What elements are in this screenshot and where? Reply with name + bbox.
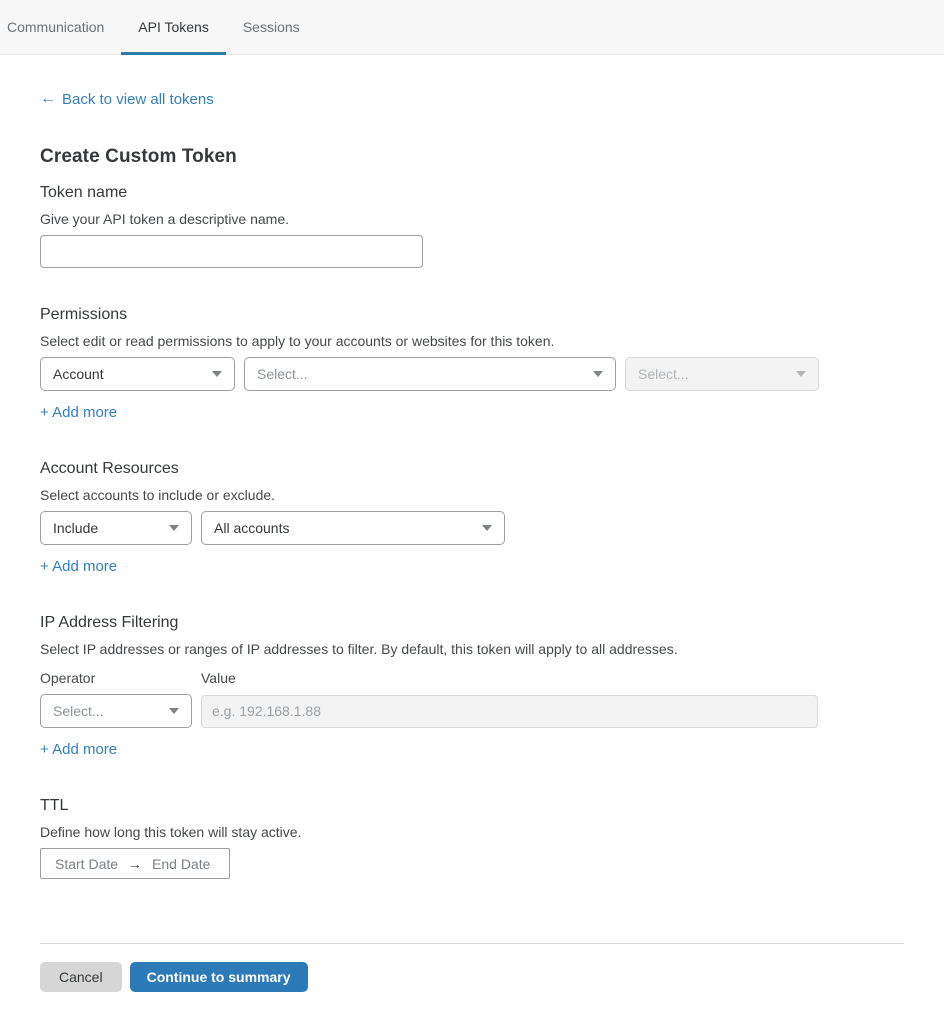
account-resources-operator-value: Include (53, 520, 99, 536)
tab-communication[interactable]: Communication (7, 19, 105, 35)
section-permissions (40, 306, 904, 422)
section-token-name (40, 184, 904, 268)
ip-operator-select[interactable] (40, 694, 192, 728)
continue-to-summary-button[interactable]: Continue to summary (130, 962, 308, 992)
cancel-button[interactable]: Cancel (40, 962, 122, 992)
permission-access-placeholder: Select... (638, 366, 689, 382)
account-resources-description: Select accounts to include or exclude. (40, 487, 276, 503)
back-arrow-icon: ← (40, 90, 56, 107)
permission-scope-select[interactable] (40, 357, 235, 391)
token-name-title: Token name (40, 184, 128, 201)
back-row (40, 90, 904, 108)
account-resources-title: Account Resources (40, 460, 179, 477)
date-range-arrow-icon: → (128, 855, 143, 872)
section-ip-filtering (40, 614, 904, 759)
ip-filtering-title: IP Address Filtering (40, 614, 179, 631)
ip-operator-label: Operator (40, 670, 96, 686)
account-resources-resource-select[interactable] (201, 511, 505, 545)
tab-sessions[interactable]: Sessions (242, 19, 300, 35)
page-title: Create Custom Token (40, 146, 237, 167)
start-date-placeholder: Start Date (55, 855, 119, 872)
main-content (0, 90, 944, 992)
ttl-title: TTL (40, 797, 69, 814)
back-link-label: Back to view all tokens (62, 90, 214, 108)
back-to-tokens-link[interactable] (40, 90, 214, 108)
footer-actions (40, 962, 904, 992)
permissions-description: Select edit or read permissions to apply to your accounts or websites for this token. (40, 333, 555, 349)
chevron-down-icon (482, 525, 492, 531)
token-name-input[interactable] (40, 235, 423, 268)
token-name-description: Give your API token a descriptive name. (40, 211, 290, 227)
permission-access-select (625, 357, 819, 391)
tab-bar (0, 0, 944, 55)
permission-group-select[interactable] (244, 357, 616, 391)
end-date-placeholder: End Date (152, 855, 211, 872)
permissions-title: Permissions (40, 306, 128, 323)
section-ttl (40, 797, 904, 879)
ip-value-label: Value (201, 670, 236, 686)
permissions-add-more-link[interactable]: + Add more (40, 404, 118, 421)
ip-value-input (201, 695, 818, 728)
permission-group-placeholder: Select... (257, 366, 308, 382)
section-account-resources (40, 460, 904, 576)
account-resources-operator-select[interactable] (40, 511, 192, 545)
ip-filtering-description: Select IP addresses or ranges of IP addresses to filter. By default, this token will apply to all addresses. (40, 641, 678, 657)
footer-divider (40, 943, 904, 944)
ip-operator-placeholder: Select... (53, 703, 104, 719)
permission-scope-value: Account (53, 366, 104, 382)
ttl-date-range-input[interactable] (40, 848, 230, 879)
ip-filtering-add-more-link[interactable]: + Add more (40, 741, 118, 758)
chevron-down-icon (593, 371, 603, 377)
account-resources-resource-value: All accounts (214, 520, 290, 536)
chevron-down-icon (169, 708, 179, 714)
ttl-description: Define how long this token will stay active. (40, 824, 302, 840)
chevron-down-icon (212, 371, 222, 377)
account-resources-add-more-link[interactable]: + Add more (40, 558, 118, 575)
chevron-down-icon (169, 525, 179, 531)
tab-api-tokens[interactable]: API Tokens (121, 0, 226, 54)
chevron-down-icon (796, 371, 806, 377)
